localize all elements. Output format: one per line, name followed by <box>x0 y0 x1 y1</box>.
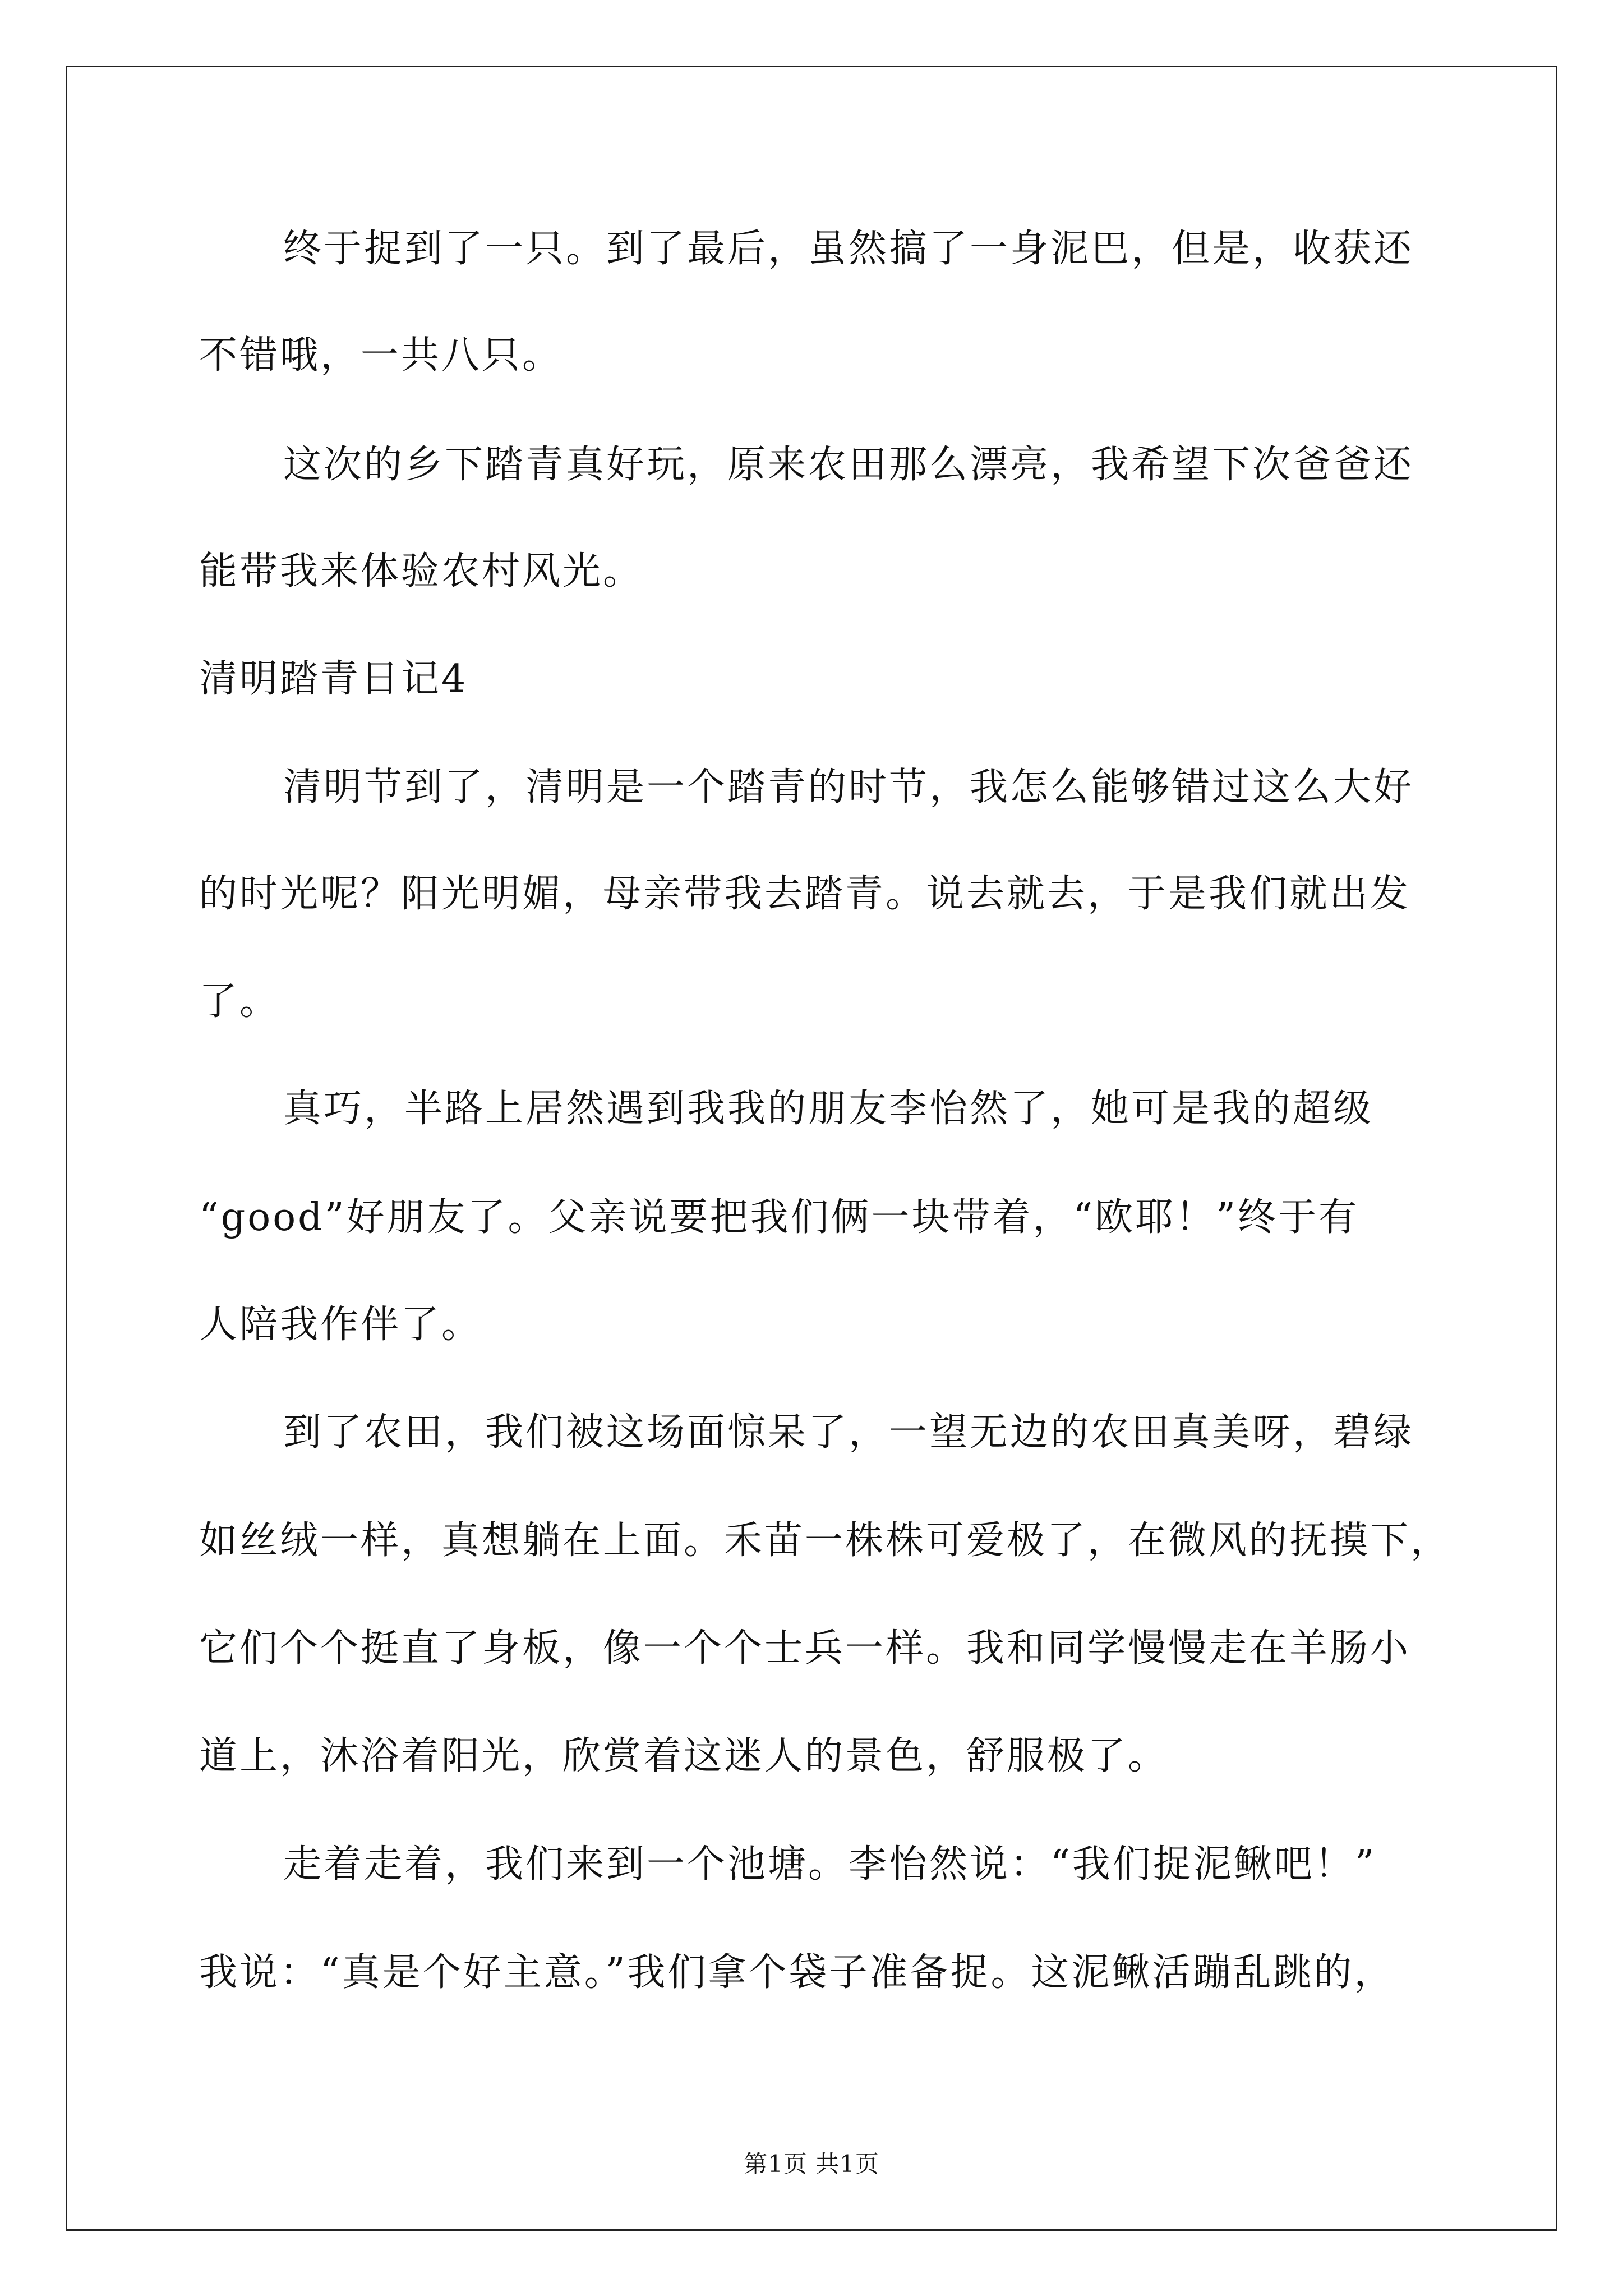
text-line: 真巧，半路上居然遇到我我的朋友李怡然了，她可是我的超级 <box>283 1087 1374 1131</box>
section-heading: 清明踏青日记4 <box>199 657 468 701</box>
page-border <box>66 66 1557 2231</box>
text-line: 清明节到了，清明是一个踏青的时节，我怎么能够错过这么大好 <box>283 765 1414 809</box>
text-line: 这次的乡下踏青真好玩，原来农田那么漂亮，我希望下次爸爸还 <box>283 443 1414 487</box>
page-footer: 第1页 共1页 <box>744 2150 879 2178</box>
text-line: 到了农田，我们被这场面惊呆了，一望无边的农田真美呀，碧绿 <box>283 1410 1414 1455</box>
text-line: 如丝绒一样，真想躺在上面。禾苗一株株可爱极了，在微风的抚摸下， <box>199 1519 1451 1563</box>
text-line: 能带我来体验农村风光。 <box>199 549 644 593</box>
text-line: 的时光呢？阳光明媚，母亲带我去踏青。说去就去，于是我们就出发 <box>199 872 1411 916</box>
text-line: 人陪我作伴了。 <box>199 1303 482 1347</box>
text-line: 道上，沐浴着阳光，欣赏着这迷人的景色，舒服极了。 <box>199 1734 1169 1778</box>
text-line: 了。 <box>199 979 280 1024</box>
text-line: 走着走着，我们来到一个池塘。李怡然说：“我们捉泥鳅吧！” <box>283 1842 1377 1887</box>
text-line: 终于捉到了一只。到了最后，虽然搞了一身泥巴，但是，收获还 <box>283 227 1414 271</box>
text-line: “good”好朋友了。父亲说要把我们俩一块带着，“欧耶！”终于有 <box>199 1195 1359 1240</box>
text-line: 我说：“真是个好主意。”我们拿个袋子准备捉。这泥鳅活蹦乱跳的， <box>199 1950 1395 1995</box>
text-line: 它们个个挺直了身板，像一个个士兵一样。我和同学慢慢走在羊肠小 <box>199 1626 1411 1671</box>
text-line: 不错哦，一共八只。 <box>199 333 563 378</box>
